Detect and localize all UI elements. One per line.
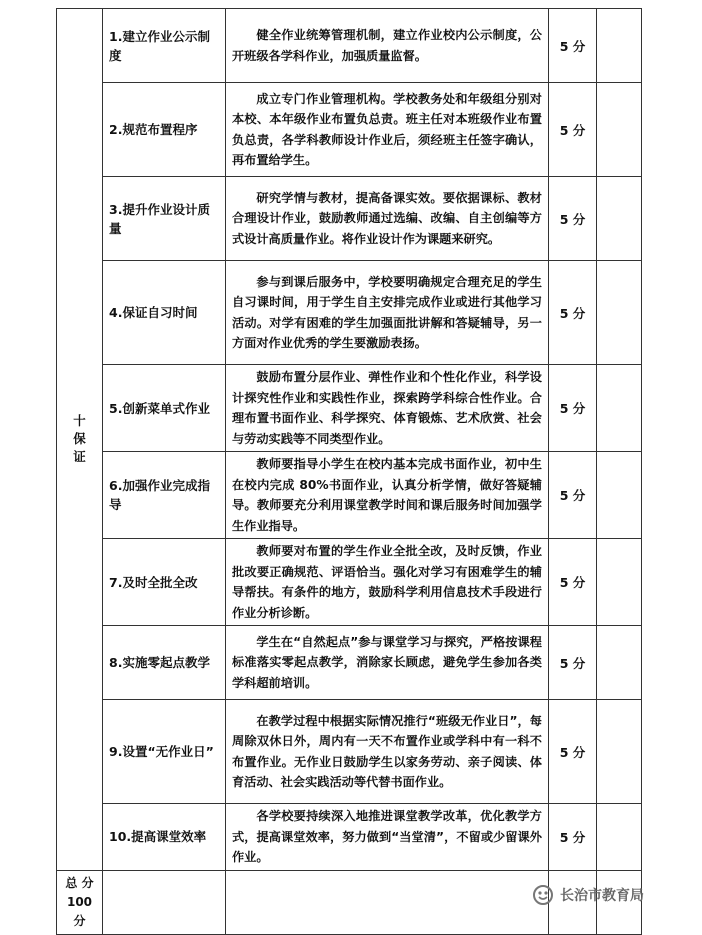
score-cell: 5 分 [549,452,597,539]
item-cell: 3.提升作业设计质量 [103,177,226,261]
category-char: 十 [73,413,86,429]
score-cell: 5 分 [549,83,597,177]
item-cell: 7.及时全批全改 [103,539,226,626]
description-cell: 学生在“自然起点”参与课堂学习与探究，严格按课程标准落实零起点教学，消除家长顾虑，避免学生参加各类学科超前培训。 [226,626,549,700]
blank-cell [597,83,642,177]
category-cell [57,9,103,871]
item-cell: 6.加强作业完成指导 [103,452,226,539]
blank-cell [597,177,642,261]
score-cell: 5 分 [549,365,597,452]
description-cell: 在教学过程中根据实际情况推行“班级无作业日”，每周除双休日外，周内有一天不布置作业或学科中有一科不布置作业。无作业日鼓励学生以家务劳动、亲子阅读、体育活动、社会实践活动等代替书面作业。 [226,700,549,804]
description-cell: 健全作业统筹管理机制，建立作业校内公示制度，公开班级各学科作业，加强质量监督。 [226,9,549,83]
blank-cell [597,452,642,539]
score-cell: 5 分 [549,700,597,804]
total-line-3: 分 [73,913,86,928]
item-cell: 4.保证自习时间 [103,261,226,365]
blank-cell [597,700,642,804]
category-char: 证 [73,449,86,465]
item-cell: 2.规范布置程序 [103,83,226,177]
watermark [532,884,644,906]
blank-cell [597,539,642,626]
item-cell: 8.实施零起点教学 [103,626,226,700]
description-cell: 成立专门作业管理机构。学校教务处和年级组分别对本校、本年级作业布置负总责。班主任对本班级作业布置负总责，各学科教师设计作业后，须经班主任签字确认，再布置给学生。 [226,83,549,177]
blank-cell [597,626,642,700]
description-cell: 研究学情与教材，提高备课实效。要依据课标、教材合理设计作业，鼓励教师通过选编、改编、自主创编等方式设计高质量作业。将作业设计作为课题来研究。 [226,177,549,261]
watermark-text: 长治市教育局 [560,888,644,904]
description-cell: 鼓励布置分层作业、弹性作业和个性化作业，科学设计探究性作业和实践性作业，探索跨学科综合性作业。合理布置书面作业、科学探究、体育锻炼、艺术欣赏、社会与劳动实践等不同类型作业。 [226,365,549,452]
wechat-official-account-icon [532,884,554,906]
empty-cell [103,870,226,934]
empty-cell [226,870,549,934]
evaluation-table [56,8,642,935]
blank-cell [597,261,642,365]
score-cell: 5 分 [549,261,597,365]
score-cell: 5 分 [549,177,597,261]
blank-cell [597,9,642,83]
total-line-1: 总 分 [65,875,94,890]
category-label [57,412,102,466]
score-cell: 5 分 [549,539,597,626]
item-cell: 5.创新菜单式作业 [103,365,226,452]
item-cell: 10.提高课堂效率 [103,804,226,871]
description-cell: 教师要指导小学生在校内基本完成书面作业，初中生在校内完成 80%书面作业，认真分析学情，做好答疑辅导。教师要充分利用课堂教学时间和课后服务时间加强学生作业指导。 [226,452,549,539]
description-cell: 教师要对布置的学生作业全批全改，及时反馈，作业批改要正确规范、评语恰当。强化对学习有困难学生的辅导帮扶。有条件的地方，鼓励科学利用信息技术手段进行作业分析诊断。 [226,539,549,626]
description-cell: 各学校要持续深入地推进课堂教学改革，优化教学方式，提高课堂效率，努力做到“当堂清”，不留或少留课外作业。 [226,804,549,871]
blank-cell [597,804,642,871]
score-cell: 5 分 [549,804,597,871]
blank-cell [597,365,642,452]
item-cell: 1.建立作业公示制度 [103,9,226,83]
item-cell: 9.设置“无作业日” [103,700,226,804]
total-score-cell [57,870,103,934]
description-cell: 参与到课后服务中，学校要明确规定合理充足的学生自习课时间，用于学生自主安排完成作业或进行其他学习活动。对学有困难的学生加强面批讲解和答疑辅导，另一方面对作业优秀的学生要激励表扬。 [226,261,549,365]
score-cell: 5 分 [549,626,597,700]
score-cell: 5 分 [549,9,597,83]
category-char: 保 [73,431,86,447]
total-line-2: 100 [66,894,93,909]
